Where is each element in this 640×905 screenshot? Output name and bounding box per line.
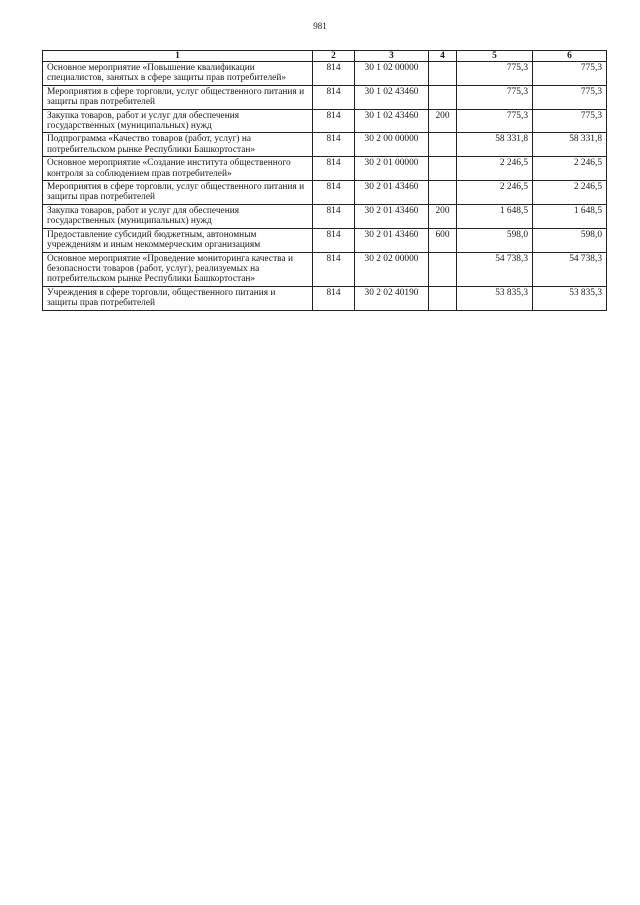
- table-row: [43, 62, 607, 86]
- table-row: [43, 85, 607, 109]
- expense-type-cell: [429, 62, 457, 86]
- column-header-3: 3: [355, 51, 429, 62]
- budget-table: [42, 50, 607, 311]
- column-header-5: 5: [457, 51, 533, 62]
- amount-cell-year2: 58 331,8: [533, 133, 607, 157]
- target-article-cell: 30 2 00 00000: [355, 133, 429, 157]
- table-row: [43, 181, 607, 205]
- expense-type-cell: [429, 133, 457, 157]
- table-row: [43, 286, 607, 310]
- column-header-2: 2: [313, 51, 355, 62]
- table-row: [43, 204, 607, 228]
- amount-cell-year1: 775,3: [457, 62, 533, 86]
- column-header-1: 1: [43, 51, 313, 62]
- target-article-cell: 30 2 01 00000: [355, 157, 429, 181]
- table-row: [43, 228, 607, 252]
- table-header-row: [43, 51, 607, 62]
- target-article-cell: 30 1 02 00000: [355, 62, 429, 86]
- table-row: [43, 157, 607, 181]
- expense-type-cell: [429, 157, 457, 181]
- ministry-code-cell: 814: [313, 286, 355, 310]
- amount-cell-year1: 58 331,8: [457, 133, 533, 157]
- ministry-code-cell: 814: [313, 252, 355, 286]
- row-name-cell: Закупка товаров, работ и услуг для обеспечения государственных (муниципальных) нужд: [43, 109, 313, 133]
- row-name-cell: Мероприятия в сфере торговли, услуг общественного питания и защиты прав потребителей: [43, 181, 313, 205]
- table-row: [43, 109, 607, 133]
- table-body: [43, 62, 607, 311]
- ministry-code-cell: 814: [313, 204, 355, 228]
- amount-cell-year2: 775,3: [533, 62, 607, 86]
- row-name-cell: Основное мероприятие «Проведение мониторинга качества и безопасности товаров (работ, услуг), реализуемых на потребительском рынке Республики Башкортостан»: [43, 252, 313, 286]
- ministry-code-cell: 814: [313, 181, 355, 205]
- amount-cell-year2: 53 835,3: [533, 286, 607, 310]
- ministry-code-cell: 814: [313, 109, 355, 133]
- target-article-cell: 30 1 02 43460: [355, 85, 429, 109]
- expense-type-cell: 200: [429, 109, 457, 133]
- expense-type-cell: [429, 252, 457, 286]
- row-name-cell: Мероприятия в сфере торговли, услуг общественного питания и защиты прав потребителей: [43, 85, 313, 109]
- ministry-code-cell: 814: [313, 133, 355, 157]
- row-name-cell: Учреждения в сфере торговли, общественного питания и защиты прав потребителей: [43, 286, 313, 310]
- ministry-code-cell: 814: [313, 85, 355, 109]
- target-article-cell: 30 1 02 43460: [355, 109, 429, 133]
- expense-type-cell: [429, 286, 457, 310]
- expense-type-cell: 200: [429, 204, 457, 228]
- row-name-cell: Закупка товаров, работ и услуг для обеспечения государственных (муниципальных) нужд: [43, 204, 313, 228]
- amount-cell-year1: 598,0: [457, 228, 533, 252]
- amount-cell-year1: 1 648,5: [457, 204, 533, 228]
- amount-cell-year2: 54 738,3: [533, 252, 607, 286]
- ministry-code-cell: 814: [313, 228, 355, 252]
- amount-cell-year1: 54 738,3: [457, 252, 533, 286]
- ministry-code-cell: 814: [313, 157, 355, 181]
- amount-cell-year1: 2 246,5: [457, 181, 533, 205]
- row-name-cell: Основное мероприятие «Повышение квалификации специалистов, занятых в сфере защиты прав потребителей»: [43, 62, 313, 86]
- target-article-cell: 30 2 01 43460: [355, 181, 429, 205]
- table-row: [43, 133, 607, 157]
- amount-cell-year2: 775,3: [533, 85, 607, 109]
- page-number: 981: [313, 21, 327, 31]
- expense-type-cell: 600: [429, 228, 457, 252]
- amount-cell-year2: 1 648,5: [533, 204, 607, 228]
- amount-cell-year2: 2 246,5: [533, 157, 607, 181]
- row-name-cell: Основное мероприятие «Создание института общественного контроля за соблюдением прав потребителей»: [43, 157, 313, 181]
- target-article-cell: 30 2 01 43460: [355, 228, 429, 252]
- column-header-4: 4: [429, 51, 457, 62]
- column-header-6: 6: [533, 51, 607, 62]
- amount-cell-year2: 598,0: [533, 228, 607, 252]
- amount-cell-year1: 775,3: [457, 109, 533, 133]
- ministry-code-cell: 814: [313, 62, 355, 86]
- target-article-cell: 30 2 01 43460: [355, 204, 429, 228]
- row-name-cell: Предоставление субсидий бюджетным, автономным учреждениям и иным некоммерческим организациям: [43, 228, 313, 252]
- amount-cell-year1: 53 835,3: [457, 286, 533, 310]
- amount-cell-year1: 2 246,5: [457, 157, 533, 181]
- table-row: [43, 252, 607, 286]
- amount-cell-year1: 775,3: [457, 85, 533, 109]
- expense-type-cell: [429, 181, 457, 205]
- row-name-cell: Подпрограмма «Качество товаров (работ, услуг) на потребительском рынке Республики Башкортостан»: [43, 133, 313, 157]
- target-article-cell: 30 2 02 40190: [355, 286, 429, 310]
- target-article-cell: 30 2 02 00000: [355, 252, 429, 286]
- amount-cell-year2: 2 246,5: [533, 181, 607, 205]
- amount-cell-year2: 775,3: [533, 109, 607, 133]
- expense-type-cell: [429, 85, 457, 109]
